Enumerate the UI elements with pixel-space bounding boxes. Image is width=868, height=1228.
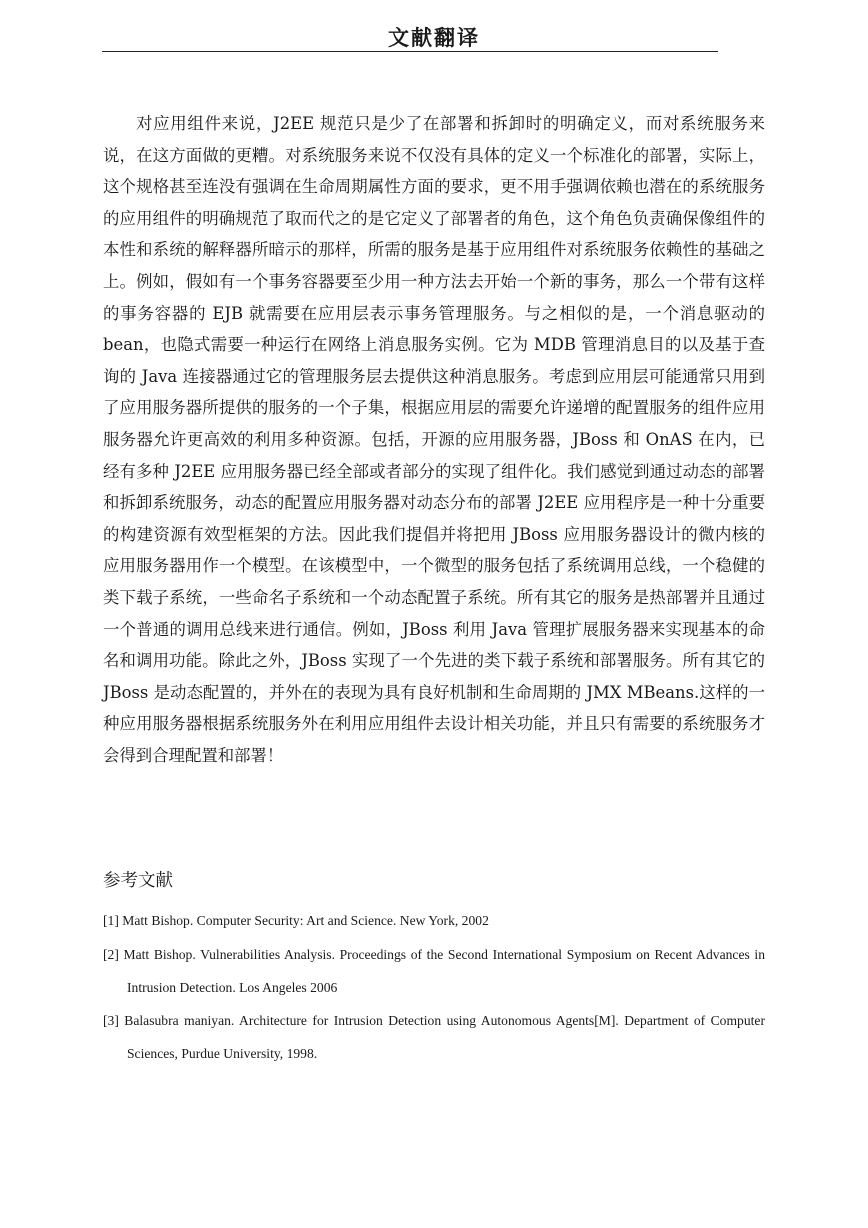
reference-item: [2] Matt Bishop. Vulnerabilities Analysis. Proceedings of the Second International Symposium on Recent Advances in Intrusion Detection. Los Angeles 2006: [103, 947, 765, 995]
references-list: [103, 904, 765, 1070]
page-header-title: 文献翻译: [388, 26, 480, 50]
references-heading: 参考文献: [103, 871, 173, 891]
reference-item: [1] Matt Bishop. Computer Security: Art and Science. New York, 2002: [103, 913, 489, 928]
reference-item: [3] Balasubra maniyan. Architecture for Intrusion Detection using Autonomous Agents[M]. Department of Computer Sciences, Purdue University, 1998.: [103, 1013, 765, 1061]
body-paragraph: 对应用组件来说，J2EE 规范只是少了在部署和拆卸时的明确定义，而对系统服务来说，在这方面做的更糟。对系统服务来说不仅没有具体的定义一个标准化的部署，实际上，这个规格甚至连没有强调在生命周期属性方面的要求，更不用手强调依赖也潜在的系统服务的应用组件的明确规范了取而代之的是它定义了部署者的角色，这个角色负责确保像组件的本性和系统的解释器所暗示的那样，所需的服务是基于应用组件对系统服务依赖性的基础之上。例如，假如有一个事务容器要至少用一种方法去开始一个新的事务，那么一个带有这样的事务容器的 EJB 就需要在应用层表示事务管理服务。与之相似的是，一个消息驱动的 bean，也隐式需要一种运行在网络上消息服务实例。它为 MDB 管理消息目的以及基于查询的 Java 连接器通过它的管理服务层去提供这种消息服务。考虑到应用层可能通常只用到了应用服务器所提供的服务的一个子集，根据应用层的需要允许递增的配置服务的组件应用服务器允许更高效的利用多种资源。包括，开源的应用服务器，JBoss 和 OnAS 在内，已经有多种 J2EE 应用服务器已经全部或者部分的实现了组件化。我们感觉到通过动态的部署和拆卸系统服务，动态的配置应用服务器对动态分布的部署 J2EE 应用程序是一种十分重要的构建资源有效型框架的方法。因此我们提倡并将把用 JBoss 应用服务器设计的微内核的应用服务器用作一个模型。在该模型中，一个微型的服务包括了系统调用总线，一个稳健的类下载子系统，一些命名子系统和一个动态配置子系统。所有其它的服务是热部署并且通过一个普通的调用总线来进行通信。例如，JBoss 利用 Java 管理扩展服务器来实现基本的命名和调用功能。除此之外，JBoss 实现了一个先进的类下载子系统和部署服务。所有其它的 JBoss 是动态配置的，并外在的表现为具有良好机制和生命周期的 JMX MBeans.这样的一种应用服务器根据系统服务外在利用应用组件去设计相关功能，并且只有需要的系统服务才会得到合理配置和部署！: [103, 114, 765, 765]
header-divider: [102, 51, 718, 52]
